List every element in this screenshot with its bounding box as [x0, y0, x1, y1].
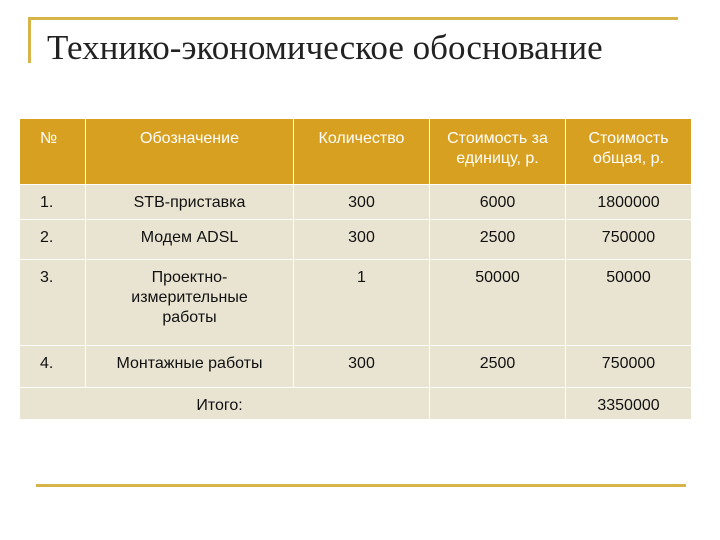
cell-quantity: 300: [294, 346, 430, 388]
total-value: 3350000: [566, 388, 692, 420]
table-row: [20, 185, 692, 220]
cell-total-cost: 750000: [566, 220, 692, 260]
header-total-cost: Стоимость общая, р.: [566, 119, 692, 185]
header-quantity: Количество: [294, 119, 430, 185]
cell-unit-cost: 2500: [430, 346, 566, 388]
cell-quantity: 300: [294, 185, 430, 220]
header-designation: Обозначение: [86, 119, 294, 185]
slide-title: Технико-экономическое обоснование: [47, 28, 603, 67]
cell-number: 4.: [20, 346, 86, 388]
cell-number: 1.: [20, 185, 86, 220]
table-row: [20, 260, 692, 346]
total-label: Итого:: [196, 397, 243, 414]
cell-designation: Монтажные работы: [86, 346, 294, 388]
cell-total-cost: 50000: [566, 260, 692, 346]
bottom-rule-line: [36, 484, 686, 487]
table-row: [20, 220, 692, 260]
table-header-row: [20, 119, 692, 185]
frame-top-line: [28, 17, 678, 20]
cell-unit-cost: 50000: [430, 260, 566, 346]
total-empty-cell: [430, 388, 566, 420]
cost-table: [19, 118, 692, 420]
cell-quantity: 1: [294, 260, 430, 346]
cell-unit-cost: 2500: [430, 220, 566, 260]
table-total-row: [20, 388, 692, 420]
header-unit-cost: Стоимость за единицу, р.: [430, 119, 566, 185]
cell-number: 2.: [20, 220, 86, 260]
cell-designation: STB-приставка: [86, 185, 294, 220]
cell-designation: Проектно-измерительные работы: [86, 260, 294, 346]
cell-unit-cost: 6000: [430, 185, 566, 220]
cell-number: 3.: [20, 260, 86, 346]
cell-total-cost: 750000: [566, 346, 692, 388]
header-number: №: [20, 119, 86, 185]
cell-quantity: 300: [294, 220, 430, 260]
table-row: [20, 346, 692, 388]
total-label-cell: [20, 388, 430, 420]
frame-left-line: [28, 17, 31, 63]
cell-designation: Модем ADSL: [86, 220, 294, 260]
cell-total-cost: 1800000: [566, 185, 692, 220]
